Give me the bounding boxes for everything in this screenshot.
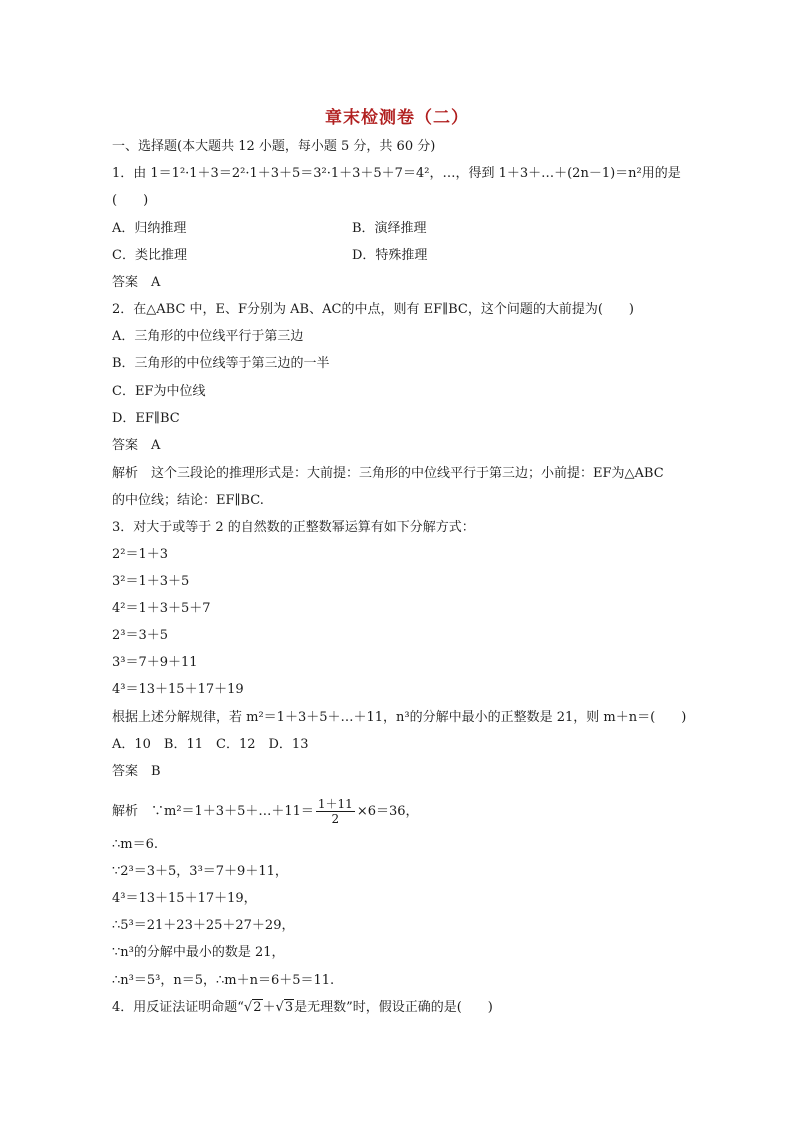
page-title: 章末检测卷（二）: [325, 108, 469, 128]
q2-analysis-line1: 解析 这个三段论的推理形式是：大前提：三角形的中位线平行于第三边；小前提：EF为△ABC: [112, 466, 664, 481]
q1-answer: 答案 A: [112, 275, 161, 290]
q4-stem: [112, 997, 493, 1019]
q3-line-3: 4²＝1＋3＋5＋7: [112, 601, 211, 616]
q3-step-3: 4³＝13＋15＋17＋19，: [112, 891, 257, 906]
q2-analysis-line2: 的中位线；结论：EF∥BC.: [112, 493, 264, 508]
q3-analysis-formula: [112, 796, 419, 828]
sqrt-3: √3: [275, 1000, 294, 1015]
q1-option-b: B．演绎推理: [352, 221, 427, 236]
q2-stem: 2．在△ABC 中，E、F分别为 AB、AC的中点，则有 EF∥BC，这个问题的大前提为( ): [112, 302, 634, 317]
q3-fraction-numerator: 1＋11: [317, 797, 353, 811]
q3-step-5: ∵n³的分解中最小的数是 21，: [112, 945, 285, 960]
q3-line-5: 3³＝7＋9＋11: [112, 655, 198, 670]
q2-option-c: C．EF为中位线: [112, 384, 206, 399]
q3-stem: 3．对大于或等于 2 的自然数的正整数幂运算有如下分解方式：: [112, 520, 475, 535]
q4-plus: ＋: [262, 1000, 276, 1015]
q3-step-6: ∴n³＝5³，n＝5，∴m＋n＝6＋5＝11.: [112, 973, 335, 988]
q3-analysis-suffix: ×6＝36，: [356, 804, 419, 819]
q1-blank: ( ): [112, 193, 149, 208]
q4-prefix: 4．用反证法证明命题“: [112, 1000, 244, 1015]
q3-fraction: [316, 797, 355, 826]
q3-line-6: 4³＝13＋15＋17＋19: [112, 682, 244, 697]
q3-line-4: 2³＝3＋5: [112, 628, 169, 643]
q3-step-1: ∴m＝6.: [112, 837, 159, 852]
q3-step-4: ∴5³＝21＋23＋25＋27＋29，: [112, 918, 295, 933]
q3-step-2: ∵2³＝3＋5，3³＝7＋9＋11，: [112, 864, 288, 879]
sqrt-2: √2: [243, 1000, 262, 1015]
q3-answer: 答案 B: [112, 764, 161, 779]
q3-options: A．10 B．11 C．12 D．13: [112, 737, 309, 752]
q3-fraction-denominator: 2: [331, 812, 340, 826]
q2-option-a: A．三角形的中位线平行于第三边: [112, 329, 304, 344]
q3-stem2: 根据上述分解规律，若 m²＝1＋3＋5＋…＋11，n³的分解中最小的正整数是 21，则 m＋n＝( ): [112, 710, 687, 725]
q2-option-d: D．EF∥BC: [112, 411, 180, 426]
q4-suffix: 是无理数”时，假设正确的是( ): [294, 1000, 493, 1015]
q2-answer: 答案 A: [112, 438, 161, 453]
q1-stem: 1．由 1＝1²·1＋3＝2²·1＋3＋5＝3²·1＋3＋5＋7＝4²，…，得到 1＋3＋…＋(2n－1)＝n²用的是: [112, 166, 681, 181]
q1-option-d: D．特殊推理: [352, 248, 428, 263]
q3-analysis-prefix: 解析 ∵m²＝1＋3＋5＋…＋11＝: [112, 804, 314, 819]
section-heading: 一、选择题(本大题共 12 小题，每小题 5 分，共 60 分): [112, 139, 436, 154]
q2-option-b: B．三角形的中位线等于第三边的一半: [112, 356, 330, 371]
q1-option-a: A．归纳推理: [112, 221, 187, 236]
q1-option-c: C．类比推理: [112, 248, 187, 263]
q3-line-2: 3²＝1＋3＋5: [112, 574, 190, 589]
q3-line-1: 2²＝1＋3: [112, 547, 169, 562]
